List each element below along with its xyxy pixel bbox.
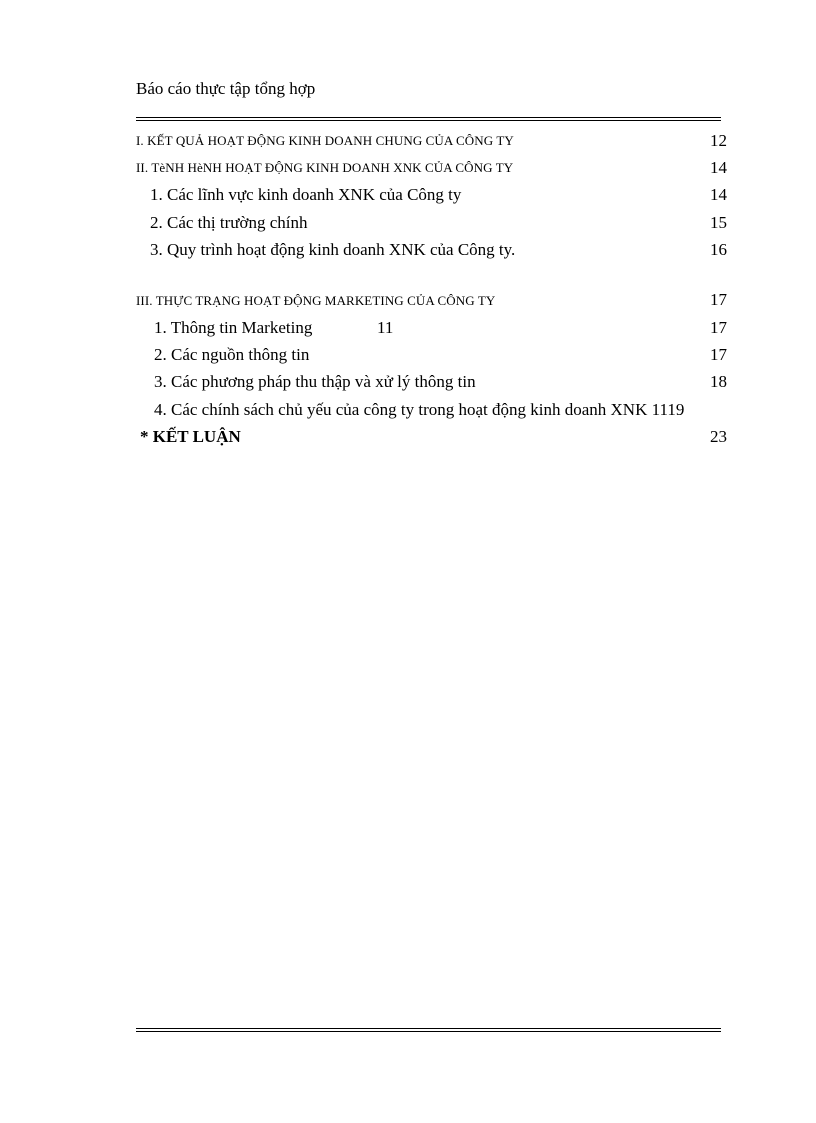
toc-entry-text: 2. Các nguồn thông tin <box>154 345 310 364</box>
toc-entry-text: 3. Các phương pháp thu thập và xử lý thông tin <box>154 372 476 391</box>
toc-entry-text: 1. Thông tin Marketing <box>154 318 313 337</box>
toc-entry-page: 16 <box>710 240 727 259</box>
toc-entry-page: 17 <box>710 345 727 364</box>
toc-entry-page: 17 <box>710 318 727 337</box>
header-rule <box>136 117 721 121</box>
toc-entry-page: 14 <box>710 158 727 177</box>
header-title: Báo cáo thực tập tổng hợp <box>136 79 316 98</box>
footer-rule <box>136 1028 721 1032</box>
toc-entry-page: 18 <box>710 372 727 391</box>
toc-entry-text: 3. Quy trình hoạt động kinh doanh XNK của Công ty. <box>150 240 516 259</box>
toc-entry-page: 23 <box>710 427 727 446</box>
toc-entry-text: II. TèNH HèNH HOẠT ĐỘNG KINH DOANH XNK CỦA CÔNG TY <box>136 160 514 175</box>
toc-entry-text: 1. Các lĩnh vực kinh doanh XNK của Công ty <box>150 185 462 204</box>
toc-entry-page: 17 <box>710 290 727 309</box>
toc-entry-text: I. KẾT QUẢ HOẠT ĐỘNG KINH DOANH CHUNG CỦA CÔNG TY <box>136 133 514 148</box>
toc-entry-text: 4. Các chính sách chủ yếu của công ty trong hoạt động kinh doanh XNK 1119 <box>154 400 685 419</box>
toc-entry-text: III. THỰC TRẠNG HOẠT ĐỘNG MARKETING CỦA CÔNG TY <box>136 293 496 308</box>
toc-entry-page: 15 <box>710 213 727 232</box>
toc-entry-text: * KẾT LUẬN <box>140 427 241 446</box>
toc-entry-text: 2. Các thị trường chính <box>150 213 308 232</box>
toc-entry-extra-number: 11 <box>377 318 394 337</box>
toc-entry-page: 14 <box>710 185 727 204</box>
toc-entry-page: 12 <box>710 131 727 150</box>
